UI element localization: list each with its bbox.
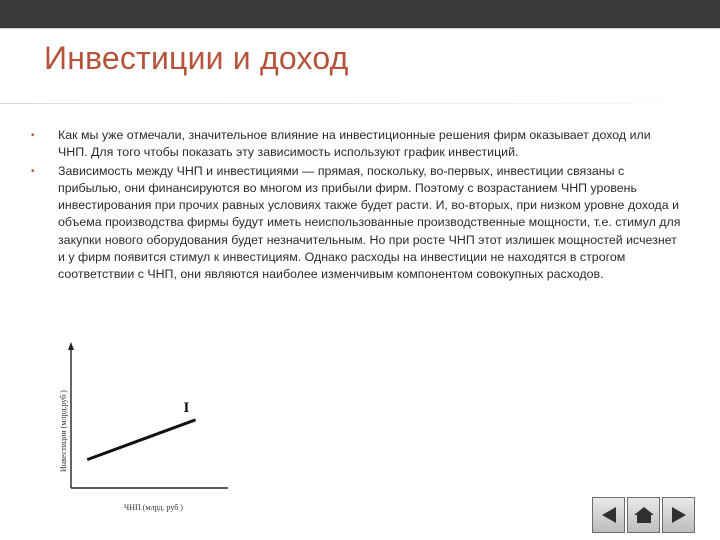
home-button[interactable]: [627, 497, 660, 533]
chart-canvas: [40, 338, 240, 518]
bullet-text: Как мы уже отмечали, значительное влияние на инвестиционные решения фирм оказывает доход или ЧНП. Для того чтобы показать эту зависимость используют график инвестиций.: [58, 128, 651, 160]
slide-navigation: [592, 497, 696, 533]
y-axis-label: Инвестиции (млрд.руб ): [59, 390, 68, 472]
y-axis-arrow-icon: [68, 342, 74, 350]
bullet-dot-icon: •: [31, 130, 35, 141]
bullet-item: [28, 163, 682, 283]
bullet-text: Зависимость между ЧНП и инвестициями — прямая, поскольку, во-первых, инвестиции связаны с прибылью, они финансируются во многом из прибыли фирм. Поэтому с возрастанием ЧНП уровень инвестирования при прочих равных условиях также будет расти. И, во-вторых, при низком уровне дохода и объема производства фирмы будут иметь неиспользованные производственные мощности, т.е. стимул для закупки нового оборудования будет незначительным. Но при росте ЧНП этот излишек мощностей исчезнет и у фирм появится стимул к инвестициям. Однако расходы на инвестиции не находятся в строгом соответствии с ЧНП, они являются наиболее изменчивым компонентом совокупных расходов.: [58, 164, 681, 281]
home-icon: [632, 504, 656, 526]
prev-button[interactable]: [592, 497, 625, 533]
next-arrow-icon: [668, 504, 690, 526]
next-button[interactable]: [662, 497, 695, 533]
title-divider: [0, 103, 720, 104]
series-layer: [87, 400, 195, 460]
bullet-dot-icon: •: [31, 166, 35, 178]
slide-body: [28, 127, 682, 285]
prev-arrow-icon: [598, 504, 620, 526]
header-band: [0, 0, 720, 29]
series-label: I: [183, 399, 190, 416]
x-axis-label: ЧНП (млрд. руб ): [124, 503, 183, 512]
investment-chart: [40, 338, 240, 518]
series-line-0: [87, 420, 195, 460]
slide-title: Инвестиции и доход: [44, 40, 349, 76]
bullet-item: [28, 127, 682, 161]
